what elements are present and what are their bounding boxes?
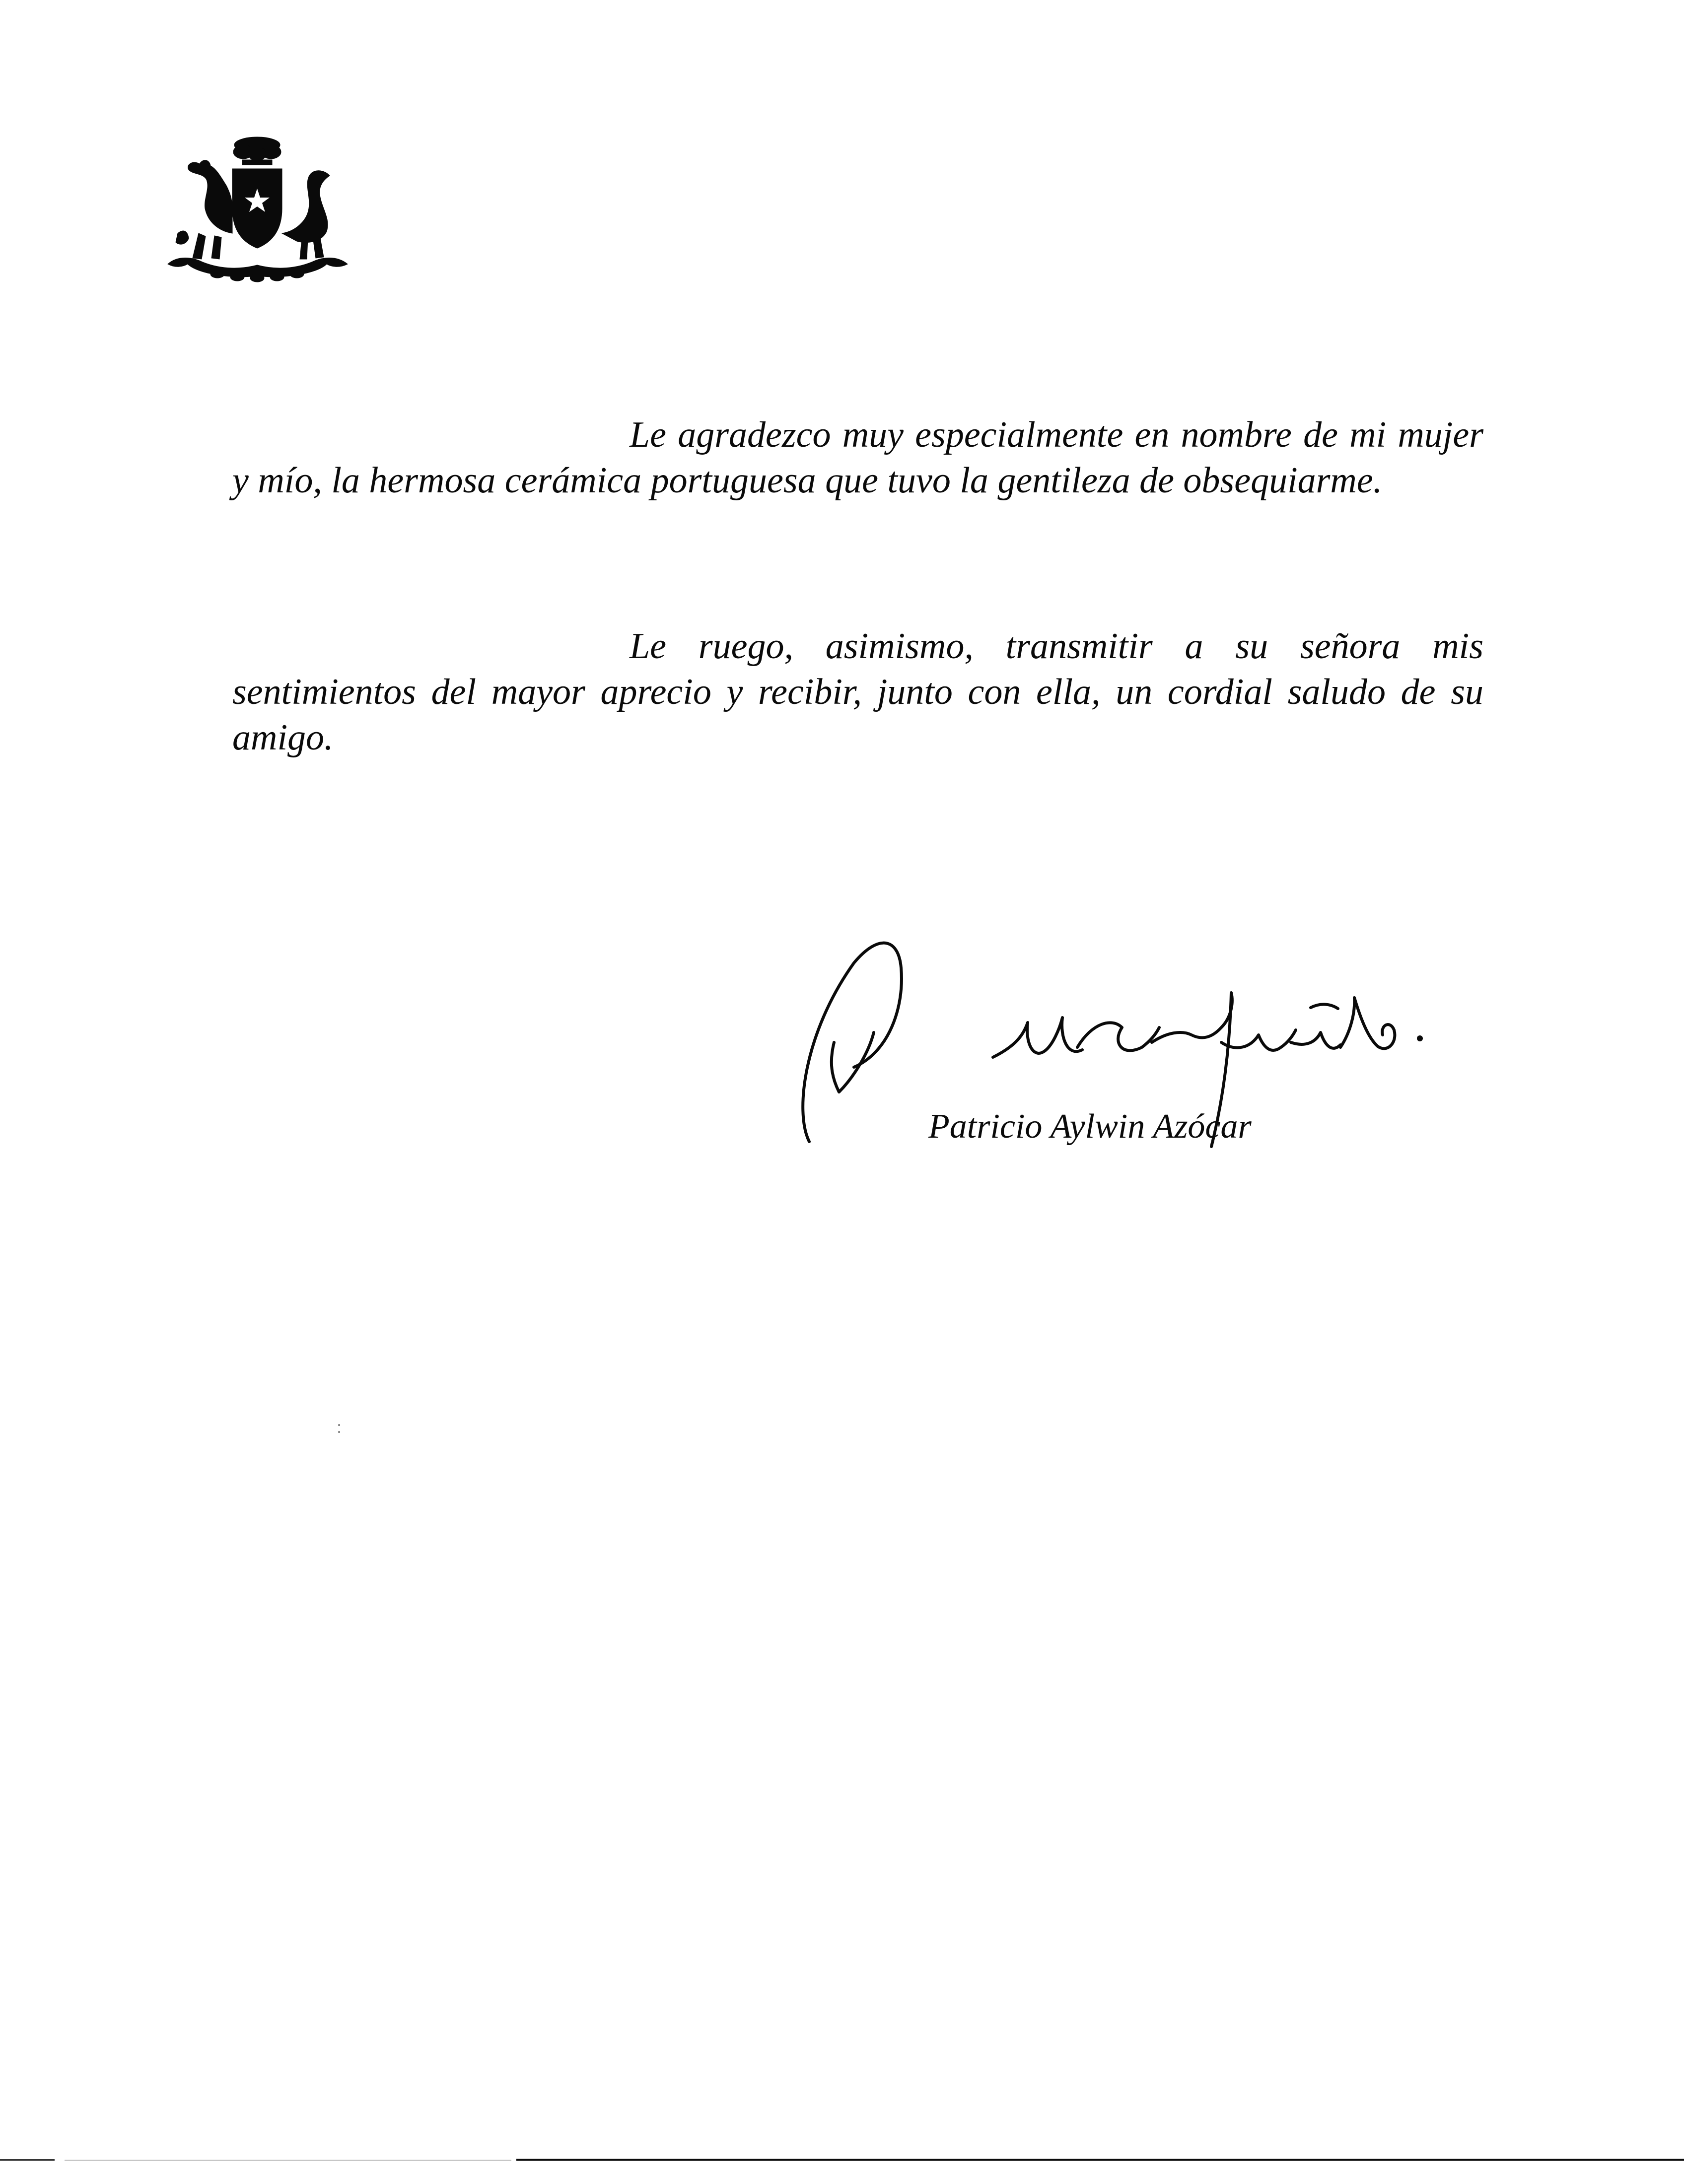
letter-body: [232, 412, 1483, 760]
signer-name: Patricio Aylwin Azócar: [928, 1107, 1252, 1146]
handwritten-signature-icon: [774, 923, 1549, 1201]
letter-paragraph-1-text: Le agradezco muy especialmente en nombre de mi mujer y mío, la hermosa cerámica portuguesa que tuvo la gentileza de obsequiarme.: [232, 414, 1483, 501]
letter-paragraph-2: [232, 623, 1483, 760]
letter-paragraph-1: [232, 412, 1483, 503]
footer-rule: [0, 2158, 1684, 2162]
stray-mark-icon: [338, 1424, 341, 1434]
signature-block: [774, 923, 1549, 1201]
coat-of-arms-icon: [158, 134, 356, 283]
letter-paragraph-2-text: Le ruego, asimismo, transmitir a su señora mis sentimientos del mayor aprecio y recibir, junto con ella, un cordial saludo de su amigo.: [232, 626, 1483, 758]
